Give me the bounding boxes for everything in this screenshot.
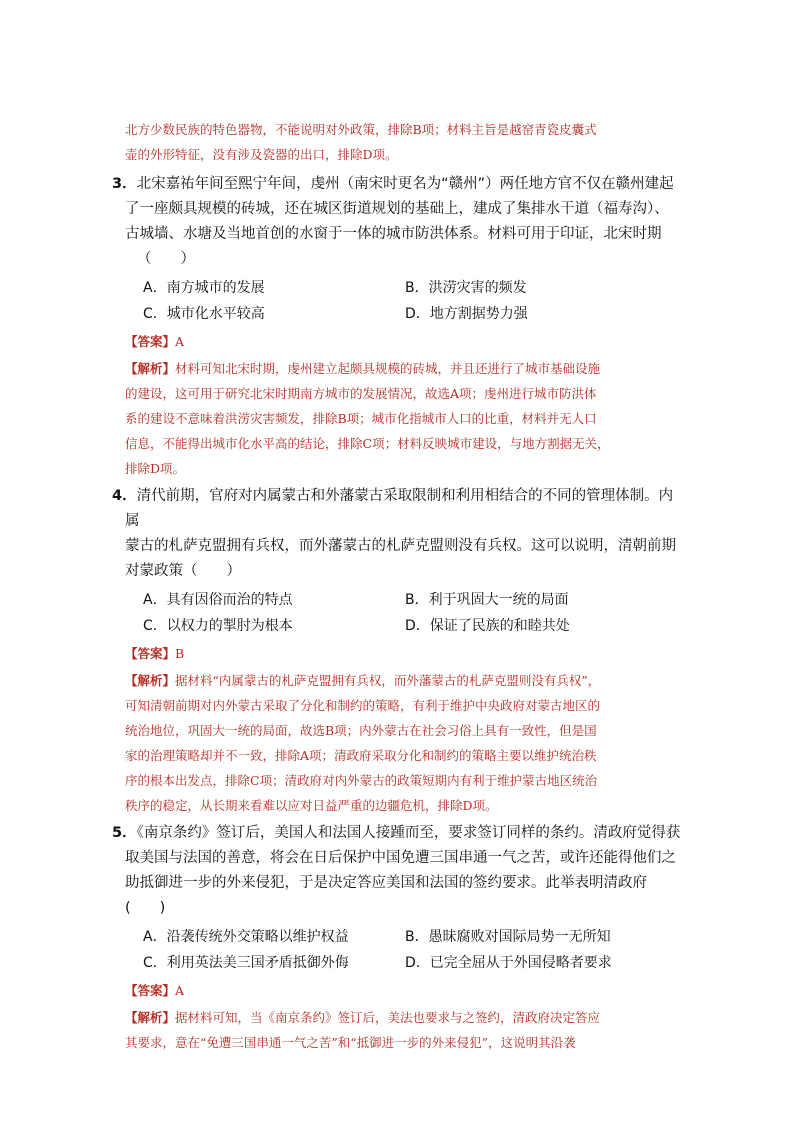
text-line: 排除D项。: [125, 461, 186, 476]
stem-text: 北宋嘉祐年间至熙宁年间，虔州（南宋时更名为“赣州”）两任地方官不仅在赣州建起: [136, 176, 674, 192]
option-d[interactable]: D．地方割据势力强: [405, 306, 528, 322]
answer-value: A: [175, 334, 185, 349]
answer-value: B: [175, 646, 185, 661]
text-line: 序的根本出发点，排除C项；清政府对内外蒙古的政策短期内有利于维护蒙古地区统治: [125, 773, 598, 788]
text-line: [125, 668, 685, 693]
text-line: 蒙古的札萨克盟拥有兵权，而外藩蒙古的札萨克盟则没有兵权。这可以说明，清朝前期: [125, 538, 676, 554]
explanation-text: 据材料“内属蒙古的札萨克盟拥有兵权，而外藩蒙古的札萨克盟则没有兵权”，: [175, 673, 601, 688]
page-content: [112, 117, 685, 1055]
answer-label: 【答案】: [125, 983, 176, 998]
answer: [125, 641, 685, 666]
text-line: （ ）: [137, 251, 195, 267]
option-b[interactable]: B．愚昧腐败对国际局势一无所知: [405, 929, 611, 945]
text-line: 秩序的稳定，从长期来看难以应对日益严重的边疆危机，排除D项。: [125, 798, 498, 813]
text-line: 对蒙政策（ ）: [125, 563, 241, 579]
stem-text: 清代前期，官府对内属蒙古和外藩蒙古采取限制和利用相结合的不同的管理体制。内属: [125, 488, 674, 529]
text-line: [125, 356, 685, 381]
option-d[interactable]: D．已完全屈从于外国侵略者要求: [405, 955, 612, 971]
text-line: [112, 172, 685, 197]
explanation: [125, 356, 685, 481]
options: [125, 924, 685, 976]
question-number: 5．: [112, 825, 137, 841]
text-line: 可知清朝前期对内外蒙古采取了分化和制约的策略，有利于维护中央政府对蒙古地区的: [125, 698, 601, 713]
question-stem: [112, 172, 685, 272]
text-line: 系的建设不意味着洪涝灾害频发，排除B项；城市化指城市人口的比重，材料并无人口: [125, 411, 597, 426]
previous-explanation: [125, 117, 685, 167]
question-number: 4．: [112, 488, 137, 504]
text-line: 助抵御进一步的外来侵犯，于是决定答应美国和法国的签约要求。此举表明清政府( ): [125, 875, 647, 916]
answer: [125, 978, 685, 1003]
explanation: [125, 1005, 685, 1055]
text-line: [112, 484, 685, 534]
option-b[interactable]: B．利于巩固大一统的局面: [405, 592, 569, 608]
explanation-label: 【解析】: [125, 361, 176, 376]
stem-text: 《南京条约》签订后，美国人和法国人接踵而至，要求签订同样的条约。清政府觉得获: [136, 825, 681, 841]
explanation-label: 【解析】: [125, 1010, 176, 1025]
option-c[interactable]: C．以权力的掣肘为根本: [143, 618, 293, 634]
explanation-text: 材料可知北宋时期，虔州建立起颇具规模的砖城，并且还进行了城市基础设施: [175, 361, 601, 376]
text-line: 古城墙、水塘及当地首创的水窗于一体的城市防洪体系。材料可用于印证，北宋时期: [125, 226, 662, 242]
option-d[interactable]: D．保证了民族的和睦共处: [405, 618, 570, 634]
text-line: 的建设，这可用于研究北宋时期南方城市的发展情况，故选A项；虔州进行城市防洪体: [125, 386, 597, 401]
question-stem: [112, 484, 685, 584]
options: [125, 587, 685, 639]
option-a[interactable]: A．具有因俗而治的特点: [143, 592, 293, 608]
explanation: [125, 668, 685, 818]
options: [125, 275, 685, 327]
question-3: [112, 172, 685, 481]
text-line: [125, 1005, 685, 1030]
answer-label: 【答案】: [125, 646, 176, 661]
option-a[interactable]: A．沿袭传统外交策略以维护权益: [143, 929, 349, 945]
text-line: [112, 821, 685, 846]
option-c[interactable]: C．利用英法美三国矛盾抵御外侮: [143, 955, 349, 971]
text-line: 取美国与法国的善意，将会在日后保护中国免遭三国串通一气之苦，或许还能得他们之: [125, 850, 676, 866]
answer-label: 【答案】: [125, 334, 176, 349]
text-line: 了一座颇具规模的砖城，还在城区街道规划的基础上，建成了集排水干道（福寿沟）、: [125, 201, 669, 217]
text-line: 家的治理策略却并不一致，排除A项；清政府采取分化和制约的策略主要以维护统治秩: [125, 748, 597, 763]
question-5: [112, 821, 685, 1055]
question-number: 3．: [112, 176, 137, 192]
answer: [125, 329, 685, 354]
option-a[interactable]: A．南方城市的发展: [143, 280, 265, 296]
option-b[interactable]: B．洪涝灾害的频发: [405, 280, 527, 296]
question-stem: [112, 821, 685, 921]
text-line: 信息，不能得出城市化水平高的结论，排除C项；材料反映城市建设，与地方割据无关，: [125, 436, 610, 451]
question-4: [112, 484, 685, 818]
explanation-label: 【解析】: [125, 673, 176, 688]
explanation-text: 据材料可知，当《南京条约》签订后，美法也要求与之签约，清政府决定答应: [175, 1010, 601, 1025]
answer-value: A: [175, 983, 185, 998]
text-line: 北方少数民族的特色器物，不能说明对外政策，排除B项；材料主旨是越窑青瓷皮囊式: [125, 122, 597, 137]
option-c[interactable]: C．城市化水平较高: [143, 306, 265, 322]
text-line: 壶的外形特征，没有涉及瓷器的出口，排除D项。: [125, 147, 398, 162]
text-line: 其要求，意在“免遭三国串通一气之苦”和“抵御进一步的外来侵犯”，这说明其沿袭: [125, 1035, 576, 1050]
text-line: 统治地位，巩固大一统的局面，故选B项；内外蒙古在社会习俗上具有一致性，但是国: [125, 723, 597, 738]
